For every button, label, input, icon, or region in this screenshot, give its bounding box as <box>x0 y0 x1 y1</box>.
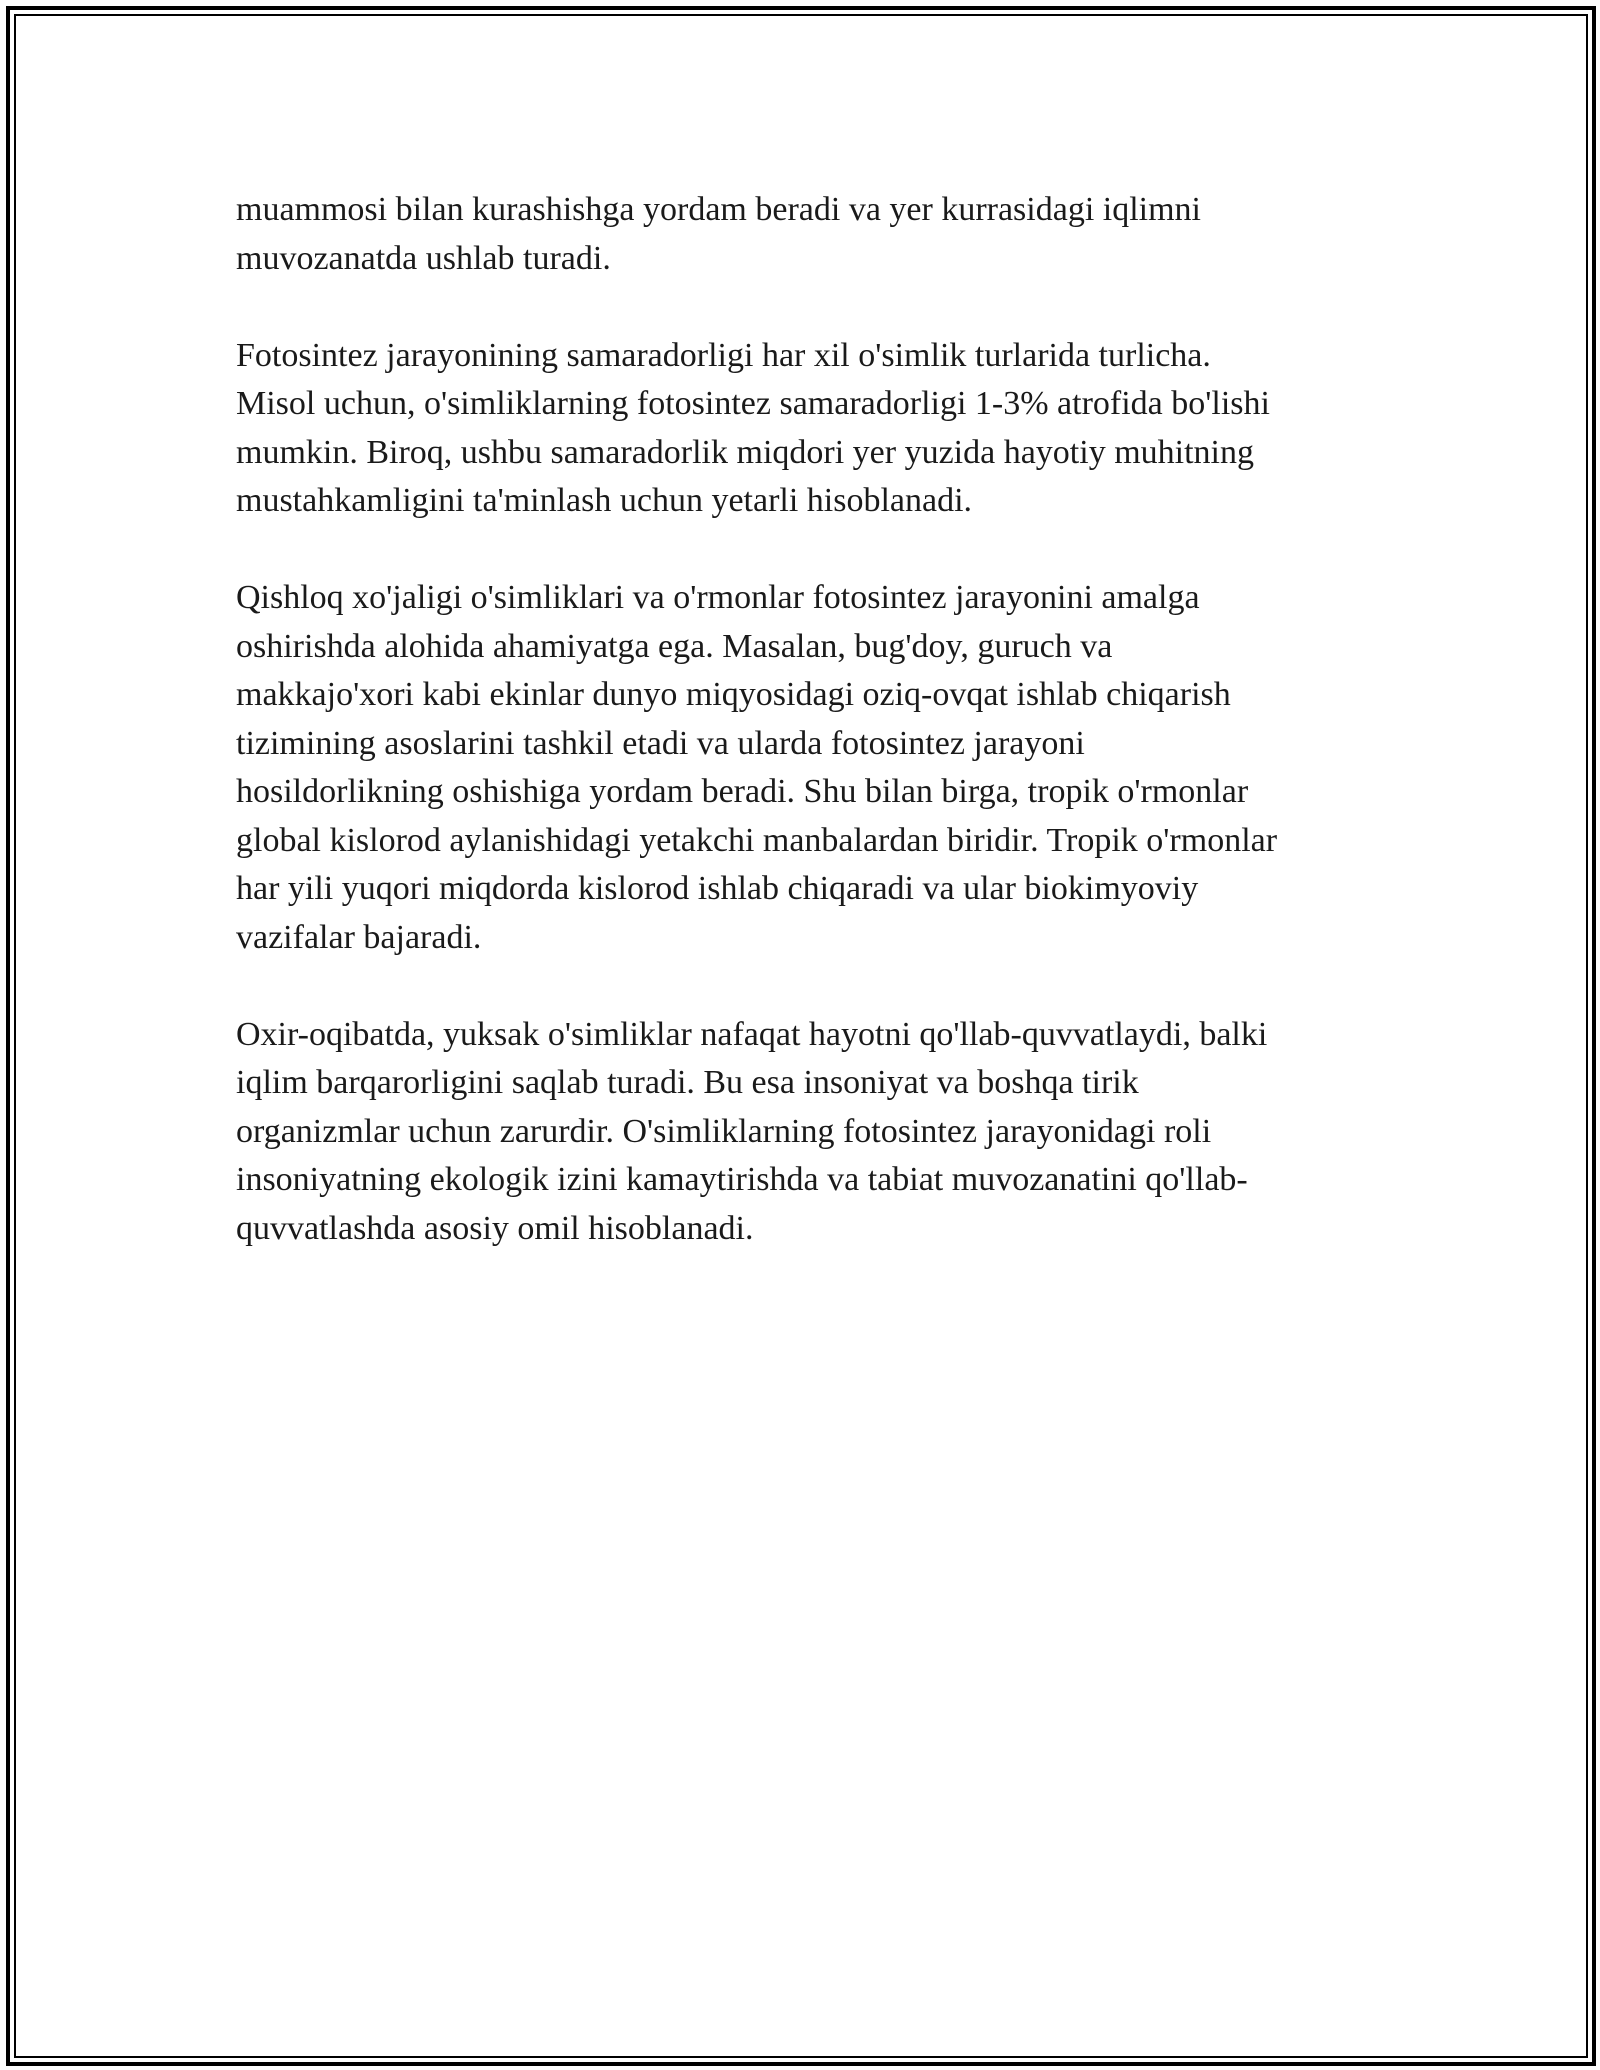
paragraph-4: Oxir-oqibatda, yuksak o'simliklar nafaqat hayotni qo'llab-quvvatlaydi, balki iqlim barqarorligini saqlab turadi. Bu esa insoniyat va boshqa tirik organizmlar uchun zarurdir. O'simliklarning fotosintez jarayonidagi roli insoniyatning ekologik izini kamaytirishda va tabiat muvozanatini qo'llab- quvvatlashda asosiy omil hisoblanadi. <box>236 1015 1268 1247</box>
paragraph-3: Qishloq xo'jaligi o'simliklari va o'rmonlar fotosintez jarayonini amalga oshirishda alohida ahamiyatga ega. Masalan, bug'doy, guruch va makkajo'xori kabi ekinlar dunyo miqyosidagi oziq-ovqat ishlab chiqarish tizimining asoslarini tashkil etadi va ularda fotosintez jarayoni hosildorlikning oshishiga yordam beradi. Shu bilan birga, tropik o'rmonlar global kislorod aylanishidagi yetakchi manbalardan biridir. Tropik o'rmonlar har yili yuqori miqdorda kislorod ishlab chiqaradi va ular biokimyoviy vazifalar bajaradi. <box>236 579 1278 956</box>
paragraph-2: Fotosintez jarayonining samaradorligi har xil o'simlik turlarida turlicha. Misol uchun, o'simliklarning fotosintez samaradorligi 1-3% atrofida bo'lishi mumkin. Biroq, ushbu samaradorlik miqdori yer yuzida hayotiy muhitning mustahkamligini ta'minlash uchun yetarli hisoblanadi. <box>236 336 1270 519</box>
document-body <box>236 186 1386 1302</box>
paragraph-1: muammosi bilan kurashishga yordam beradi va yer kurrasidagi iqlimni muvozanatda ushlab turadi. <box>236 191 1201 277</box>
